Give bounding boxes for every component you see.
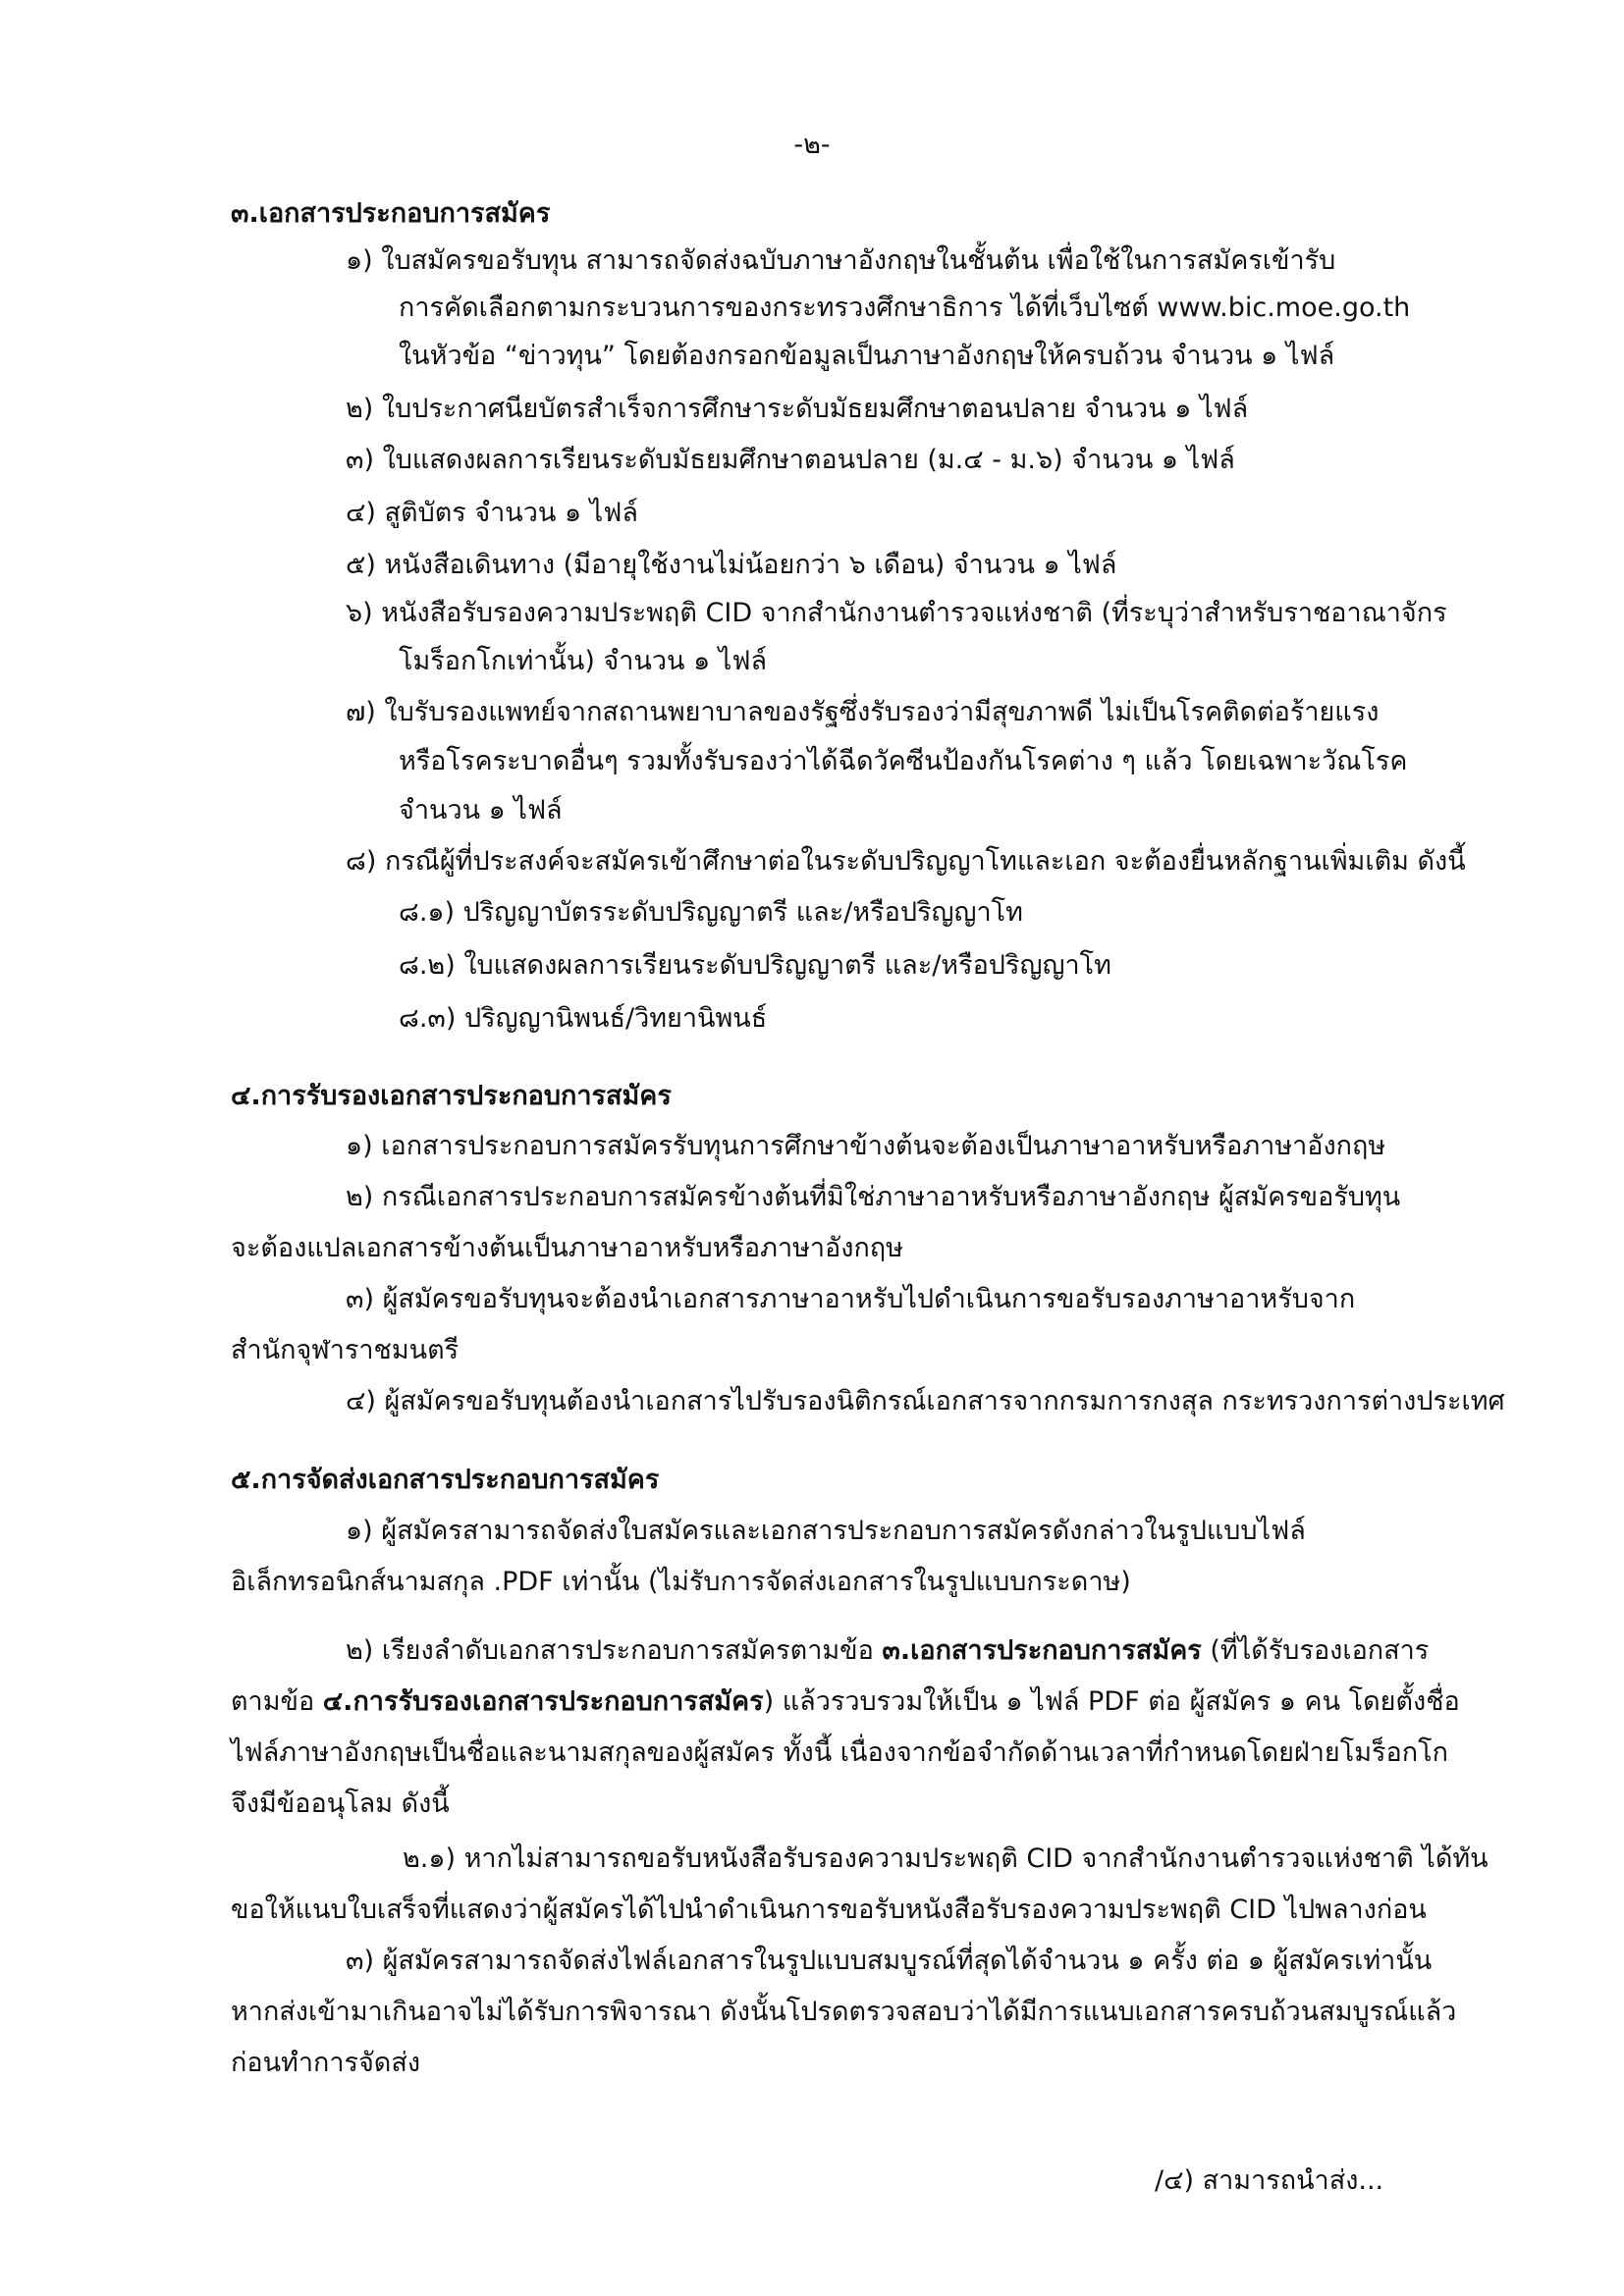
s3-item-8-sub-1: ๘.๑) ปริญญาบัตรระดับปริญญาตรี และ/หรือปริญญาโท xyxy=(399,897,1023,928)
section-4-heading: ๔.การรับรองเอกสารประกอบการสมัคร xyxy=(231,1081,672,1111)
s5-para-2-line-1 xyxy=(346,1631,1429,1671)
s3-item-6-line-2: โมร็อกโกเท่านั้น) จำนวน ๑ ไฟล์ xyxy=(399,646,768,676)
s3-item-2: ๒) ใบประกาศนียบัตรสำเร็จการศึกษาระดับมัธยมศึกษาตอนปลาย จำนวน ๑ ไฟล์ xyxy=(346,394,1249,424)
s5-para-3-line-3: ก่อนทำการจัดส่ง xyxy=(231,2048,421,2078)
page-number: -๒- xyxy=(793,130,831,160)
section-3-heading: ๓.เอกสารประกอบการสมัคร xyxy=(231,198,551,229)
s5-para-2-line-3: ไฟล์ภาษาอังกฤษเป็นชื่อและนามสกุลของผู้สมัคร ทั้งนี้ เนื่องจากข้อจำกัดด้านเวลาที่กำหนดโดยฝ่ายโมร็อกโก xyxy=(231,1737,1448,1768)
s3-item-8-sub-2: ๘.๒) ใบแสดงผลการเรียนระดับปริญญาตรี และ/หรือปริญญาโท xyxy=(399,950,1111,981)
s5-para-2-1-line-2: ขอให้แนบใบเสร็จที่แสดงว่าผู้สมัครได้ไปนำดำเนินการขอรับหนังสือรับรองความประพฤติ CID ไปพลางก่อน xyxy=(231,1895,1427,1925)
s5-para-2-line-2 xyxy=(231,1682,1460,1722)
s4-para-4: ๔) ผู้สมัครขอรับทุนต้องนำเอกสารไปรับรองนิติกรณ์เอกสารจากกรมการกงสุล กระทรวงการต่างประเทศ xyxy=(346,1386,1505,1416)
s5-para-3-line-1: ๓) ผู้สมัครสามารถจัดส่งไฟล์เอกสารในรูปแบบสมบูรณ์ที่สุดได้จำนวน ๑ ครั้ง ต่อ ๑ ผู้สมัครเท่านั้น xyxy=(346,1946,1433,1976)
s3-item-7-line-3: จำนวน ๑ ไฟล์ xyxy=(399,795,563,826)
s3-item-8-line-1: ๘) กรณีผู้ที่ประสงค์จะสมัครเข้าศึกษาต่อในระดับปริญญาโทและเอก จะต้องยื่นหลักฐานเพิ่มเติม ดังนี้ xyxy=(346,846,1466,877)
s5-para-2-line-1-text-c: (ที่ได้รับรองเอกสาร xyxy=(1201,1635,1430,1666)
s4-para-2-line-1: ๒) กรณีเอกสารประกอบการสมัครข้างต้นที่มิใช่ภาษาอาหรับหรือภาษาอังกฤษ ผู้สมัครขอรับทุน xyxy=(346,1182,1401,1212)
s3-item-1-line-3: ในหัวข้อ “ข่าวทุน” โดยต้องกรอกข้อมูลเป็นภาษาอังกฤษให้ครบถ้วน จำนวน ๑ ไฟล์ xyxy=(399,341,1335,371)
s3-item-8-sub-3: ๘.๓) ปริญญานิพนธ์/วิทยานิพนธ์ xyxy=(399,1003,768,1034)
s5-para-1-line-2: อิเล็กทรอนิกส์นามสกุล .PDF เท่านั้น (ไม่รับการจัดส่งเอกสารในรูปแบบกระดาษ) xyxy=(231,1567,1131,1597)
s3-item-4: ๔) สูติบัตร จำนวน ๑ ไฟล์ xyxy=(346,498,638,528)
s5-para-2-ref-section-4: ๔.การรับรองเอกสารประกอบการสมัคร xyxy=(322,1686,764,1717)
s3-item-6-line-1: ๖) หนังสือรับรองความประพฤติ CID จากสำนักงานตำรวจแห่งชาติ (ที่ระบุว่าสำหรับราชอาณาจักร xyxy=(346,598,1447,628)
s5-para-2-line-2-text-a: ตามข้อ xyxy=(231,1686,323,1717)
s5-para-2-line-2-text-c: ) แล้วรวบรวมให้เป็น ๑ ไฟล์ PDF ต่อ ผู้สมัคร ๑ คน โดยตั้งชื่อ xyxy=(763,1686,1460,1717)
s5-para-2-line-4: จึงมีข้ออนุโลม ดังนี้ xyxy=(231,1789,450,1819)
s5-para-3-line-2: หากส่งเข้ามาเกินอาจไม่ได้รับการพิจารณา ดังนั้นโปรดตรวจสอบว่าได้มีการแนบเอกสารครบถ้วนสมบูรณ์แล้ว xyxy=(231,1997,1457,2027)
s5-para-2-line-1-text-a: ๒) เรียงลำดับเอกสารประกอบการสมัครตามข้อ xyxy=(346,1635,883,1666)
s3-item-7-line-2: หรือโรคระบาดอื่นๆ รวมทั้งรับรองว่าได้ฉีดวัคซีนป้องกันโรคต่าง ๆ แล้ว โดยเฉพาะวัณโรค xyxy=(399,746,1408,776)
s5-para-2-1-line-1: ๒.๑) หากไม่สามารถขอรับหนังสือรับรองความประพฤติ CID จากสำนักงานตำรวจแห่งชาติ ได้ทัน xyxy=(403,1843,1489,1874)
s5-para-1-line-1: ๑) ผู้สมัครสามารถจัดส่งใบสมัครและเอกสารประกอบการสมัครดังกล่าวในรูปแบบไฟล์ xyxy=(346,1516,1306,1546)
s3-item-7-line-1: ๗) ใบรับรองแพทย์จากสถานพยาบาลของรัฐซึ่งรับรองว่ามีสุขภาพดี ไม่เป็นโรคติดต่อร้ายแรง xyxy=(346,697,1380,727)
s4-para-1: ๑) เอกสารประกอบการสมัครรับทุนการศึกษาข้างต้นจะต้องเป็นภาษาอาหรับหรือภาษาอังกฤษ xyxy=(346,1131,1386,1161)
continuation-note: /๔) สามารถนำส่ง... xyxy=(1155,2165,1384,2196)
s4-para-3-line-2: สำนักจุฬาราชมนตรี xyxy=(231,1335,460,1365)
s4-para-3-line-1: ๓) ผู้สมัครขอรับทุนจะต้องนำเอกสารภาษาอาหรับไปดำเนินการขอรับรองภาษาอาหรับจาก xyxy=(346,1284,1356,1314)
section-5-heading: ๕.การจัดส่งเอกสารประกอบการสมัคร xyxy=(231,1465,660,1495)
s5-para-2-ref-section-3: ๓.เอกสารประกอบการสมัคร xyxy=(882,1635,1202,1666)
s3-item-5: ๕) หนังสือเดินทาง (มีอายุใช้งานไม่น้อยกว่า ๖ เดือน) จำนวน ๑ ไฟล์ xyxy=(346,550,1117,580)
s4-para-2-line-2: จะต้องแปลเอกสารข้างต้นเป็นภาษาอาหรับหรือภาษาอังกฤษ xyxy=(231,1233,903,1263)
s3-item-1-line-2: การคัดเลือกตามกระบวนการของกระทรวงศึกษาธิการ ได้ที่เว็บไซต์ www.bic.moe.go.th xyxy=(399,293,1411,323)
s3-item-3: ๓) ใบแสดงผลการเรียนระดับมัธยมศึกษาตอนปลาย (ม.๔ - ม.๖) จำนวน ๑ ไฟล์ xyxy=(346,445,1235,475)
s3-item-1-line-1: ๑) ใบสมัครขอรับทุน สามารถจัดส่งฉบับภาษาอังกฤษในชั้นต้น เพื่อใช้ในการสมัครเข้ารับ xyxy=(346,245,1336,276)
